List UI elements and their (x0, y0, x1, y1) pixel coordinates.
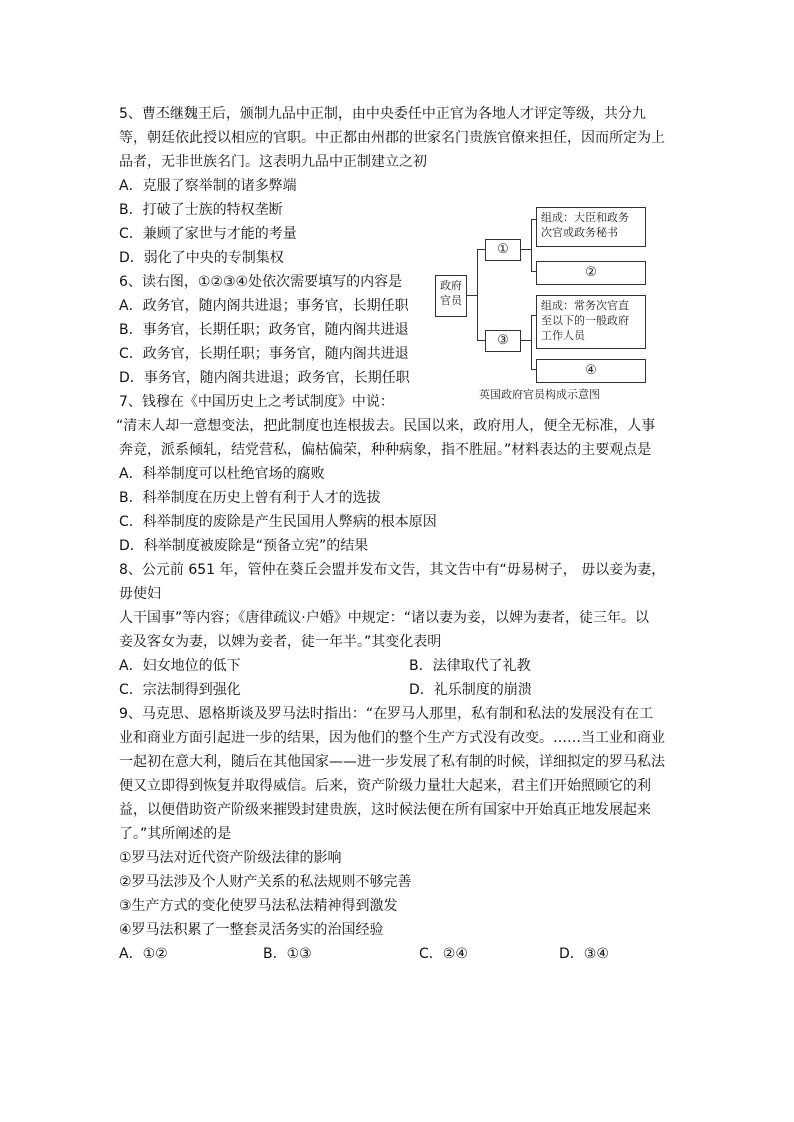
diagram-node-3: ③ (485, 330, 521, 352)
diagram-root-line1: 政府 (440, 279, 462, 292)
diagram-connector (477, 249, 485, 250)
q6-option-c: C．政务官，长期任职；事务官，随内阁共进退 (119, 346, 409, 362)
diagram-node-1: ① (485, 239, 521, 261)
q9-stem-line3: 一起初在意大利，随后在其他国家——进一步发展了私有制的时候，详细拟定的罗马私法 (119, 754, 665, 770)
q8-option-c: C．宗法制得到强化 (119, 682, 241, 698)
q9-stem-line4: 便又立即得到恢复并取得威信。后来，资产阶级力量壮大起来，君主们开始照顾它的利 (119, 778, 651, 794)
q8-stem-line3: 人干国事”等内容；《唐律疏议·户婚》中规定：“诸以妻为妾，以婢为妻者，徒三年。以 (119, 610, 649, 626)
q5-option-d: D．弱化了中央的专制集权 (119, 250, 284, 266)
q9-option-d: D．③④ (559, 946, 609, 962)
q5-option-b: B．打破了士族的特权垄断 (119, 202, 283, 218)
q7-stem-line1: 7、钱穆在《中国历史上之考试制度》中说： (119, 394, 394, 410)
q6-option-d: D．事务官，随内阁共进退；政务官，长期任职 (119, 370, 410, 386)
q6-option-a: A．政务官，随内阁共进退；事务官，长期任职 (119, 298, 409, 314)
q9-option-b: B．①③ (263, 946, 312, 962)
q9-statement-4: ④罗马法积累了一整套灵活务实的治国经验 (119, 922, 384, 938)
diagram-root-box (435, 275, 467, 317)
q5-option-c: C．兼顾了家世与才能的考量 (119, 226, 297, 242)
diagram-box3-line1: 组成：常务次官直 (541, 299, 629, 312)
diagram-connector (477, 249, 478, 341)
q9-stem-line2: 业和商业方面引起进一步的结果，因为他们的整个生产方式没有改变。……当工业和商业 (119, 730, 665, 746)
q6-option-b: B．事务官，长期任职；政务官，随内阁共进退 (119, 322, 409, 338)
diagram-box3-line2: 至以下的一般政府 (541, 314, 629, 327)
diagram-box-3 (536, 295, 646, 349)
q7-option-c: C．科举制度的废除是产生民国用人弊病的根本原因 (119, 514, 437, 530)
diagram-box-2: ② (536, 261, 646, 285)
diagram-connector (521, 249, 531, 250)
q9-statement-3: ③生产方式的变化使罗马法私法精神得到激发 (119, 898, 398, 914)
q8-option-a: A．妇女地位的低下 (119, 658, 241, 674)
q9-statement-1: ①罗马法对近代资产阶级法律的影响 (119, 850, 342, 866)
q8-option-d: D．礼乐制度的崩溃 (409, 682, 532, 698)
q9-stem-line1: 9、马克思、恩格斯谈及罗马法时指出：“在罗马人那里，私有制和私法的发展没有在工 (119, 706, 654, 722)
diagram-caption: 英国政府官员构成示意图 (479, 388, 600, 401)
q9-option-c: C．②④ (419, 946, 468, 962)
q9-stem-line5: 益，以便借助资产阶级来摧毁封建贵族，这时候法便在所有国家中开始真正地发展起来 (119, 802, 651, 818)
diagram-connector (521, 340, 531, 341)
diagram-box-4: ④ (536, 359, 646, 383)
diagram-box3-line3: 工作人员 (541, 329, 585, 342)
q9-statement-2: ②罗马法涉及个人财产关系的私法规则不够完善 (119, 874, 412, 890)
diagram-connector (467, 295, 477, 296)
q8-stem-line1: 8、公元前 651 年，管仲在葵丘会盟并发布文告，其文告中有“毋易树子， 毋以妾为妻， (119, 562, 666, 578)
q8-stem-line2: 毋使妇 (119, 586, 161, 602)
q8-stem-line4: 妾及客女为妻，以婢为妾者，徒一年半。”其变化表明 (119, 634, 442, 650)
diagram-connector (531, 219, 532, 272)
diagram-box1-line1: 组成：大臣和政务 (541, 211, 629, 224)
q7-option-a: A．科举制度可以杜绝官场的腐败 (119, 466, 325, 482)
diagram-box1-line2: 次官或政务秘书 (541, 226, 618, 239)
q5-stem-line2: 等，朝廷依此授以相应的官职。中正都由州郡的世家名门贵族官僚来担任，因而所定为上 (119, 130, 665, 146)
q5-option-a: A．克服了察举制的诸多弊端 (119, 178, 297, 194)
q5-stem-line1: 5、曹丕继魏王后，颁制九品中正制，由中央委任中正官为各地人才评定等级，共分九 (119, 106, 646, 122)
diagram-connector (531, 315, 532, 370)
q9-option-a: A．①② (119, 946, 168, 962)
q7-option-d: D．科举制度被废除是“预备立宪”的结果 (119, 538, 369, 554)
diagram-box-1 (536, 207, 646, 247)
q9-stem-line6: 了。”其所阐述的是 (119, 826, 232, 842)
diagram-root-line2: 官员 (440, 294, 462, 307)
q7-stem-line2: “清末人却一意想变法，把此制度也连根拔去。民国以来，政府用人，便全无标准，人事 (116, 418, 656, 434)
diagram-connector (477, 340, 485, 341)
q5-stem-line3: 品者，无非世族名门。这表明九品中正制建立之初 (119, 154, 427, 170)
uk-officials-diagram (435, 205, 650, 405)
q8-option-b: B．法律取代了礼教 (409, 658, 531, 674)
q6-stem: 6、读右图，①②③④处依次需要填写的内容是 (119, 274, 403, 290)
q7-option-b: B．科举制度在历史上曾有利于人才的选拔 (119, 490, 381, 506)
q7-stem-line3: 奔竞，派系倾轧，结党营私，偏枯偏荣，种种病象，指不胜屈。”材料表达的主要观点是 (119, 442, 652, 458)
